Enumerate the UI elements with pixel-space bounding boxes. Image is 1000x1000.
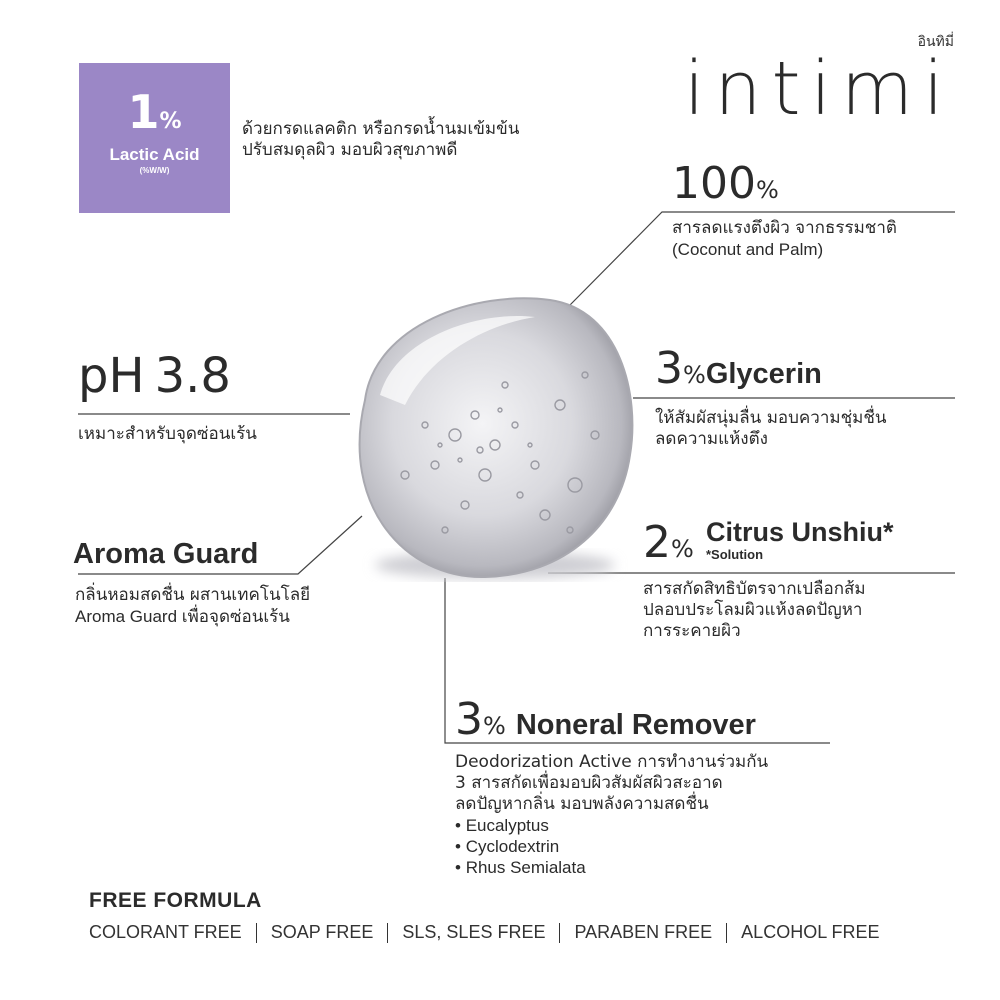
- brand-thai-name: อินทิมี่: [917, 34, 954, 50]
- coconut-desc-line2: (Coconut and Palm): [672, 240, 824, 259]
- noneral-description: [455, 752, 768, 878]
- free-item-soap: SOAP FREE: [270, 922, 374, 942]
- divider: [256, 923, 257, 943]
- free-item-alcohol: ALCOHOL FREE: [741, 922, 880, 942]
- lactic-percent-sign: %: [159, 109, 182, 134]
- lactic-percent: 1%: [127, 85, 182, 139]
- lactic-desc-line1: ด้วยกรดแลคติก หรือกรดน้ำนมเข้มข้น: [242, 119, 520, 139]
- lactic-name: Lactic Acid: [109, 145, 200, 164]
- citrus-note: *Solution: [706, 547, 764, 562]
- free-item-colorant: COLORANT FREE: [89, 922, 242, 942]
- aroma-guard-description: [75, 585, 310, 627]
- aroma-desc-line2: Aroma Guard เพื่อจุดซ่อนเร้น: [75, 607, 290, 626]
- coconut-description: [672, 218, 897, 260]
- coconut-desc-line1: สารลดแรงตึงผิว จากธรรมชาติ: [672, 218, 897, 238]
- free-formula-list: [89, 922, 880, 943]
- gel-droplet-image: [335, 285, 645, 595]
- divider: [559, 923, 560, 943]
- citrus-desc-line3: การระคายผิว: [643, 621, 741, 641]
- citrus-heading: 2%: [643, 517, 694, 568]
- glycerin-desc-line1: ให้สัมผัสนุ่มลื่น มอบความชุ่มชื่น: [655, 408, 887, 428]
- divider: [726, 923, 727, 943]
- list-item: • Cyclodextrin: [455, 837, 560, 856]
- glycerin-heading: 3%Glycerin: [655, 343, 822, 394]
- ph-description: เหมาะสำหรับจุดซ่อนเร้น: [78, 424, 257, 444]
- citrus-desc-line1: สารสกัดสิทธิบัตรจากเปลือกส้ม: [643, 579, 866, 599]
- aroma-guard-heading: Aroma Guard: [73, 538, 259, 570]
- noneral-desc-line3: ลดปัญหากลิ่น มอบพลังความสดชื่น: [455, 794, 709, 814]
- citrus-name: Citrus Unshiu*: [706, 517, 894, 547]
- lactic-unit: (%W/W): [139, 166, 170, 175]
- divider: [387, 923, 388, 943]
- ph-heading: pH 3.8: [78, 348, 231, 404]
- citrus-description: [643, 579, 866, 642]
- citrus-desc-line2: ปลอบประโลมผิวแห้งลดปัญหา: [643, 600, 863, 620]
- brand-logo: intimi: [684, 46, 954, 132]
- free-item-sls: SLS, SLES FREE: [402, 922, 546, 942]
- noneral-bullet-list: [455, 815, 768, 878]
- noneral-desc-line1: Deodorization Active การทำงานร่วมกัน: [455, 752, 769, 772]
- noneral-heading: 3% Noneral Remover: [455, 694, 756, 745]
- lactic-description: [242, 119, 519, 161]
- list-item: • Rhus Semialata: [455, 858, 586, 877]
- list-item: • Eucalyptus: [455, 816, 549, 835]
- lactic-acid-badge: [79, 63, 230, 213]
- glycerin-description: [655, 408, 886, 450]
- aroma-desc-line1: กลิ่นหอมสดชื่น ผสานเทคโนโลยี: [75, 585, 311, 605]
- glycerin-desc-line2: ลดความแห้งตึง: [655, 429, 768, 449]
- free-formula-title: FREE FORMULA: [89, 889, 262, 912]
- coconut-percent: 100%: [672, 158, 779, 209]
- free-item-paraben: PARABEN FREE: [574, 922, 713, 942]
- lactic-desc-line2: ปรับสมดุลผิว มอบผิวสุขภาพดี: [242, 140, 458, 160]
- noneral-desc-line2: 3 สารสกัดเพื่อมอบผิวสัมผัสผิวสะอาด: [455, 773, 723, 793]
